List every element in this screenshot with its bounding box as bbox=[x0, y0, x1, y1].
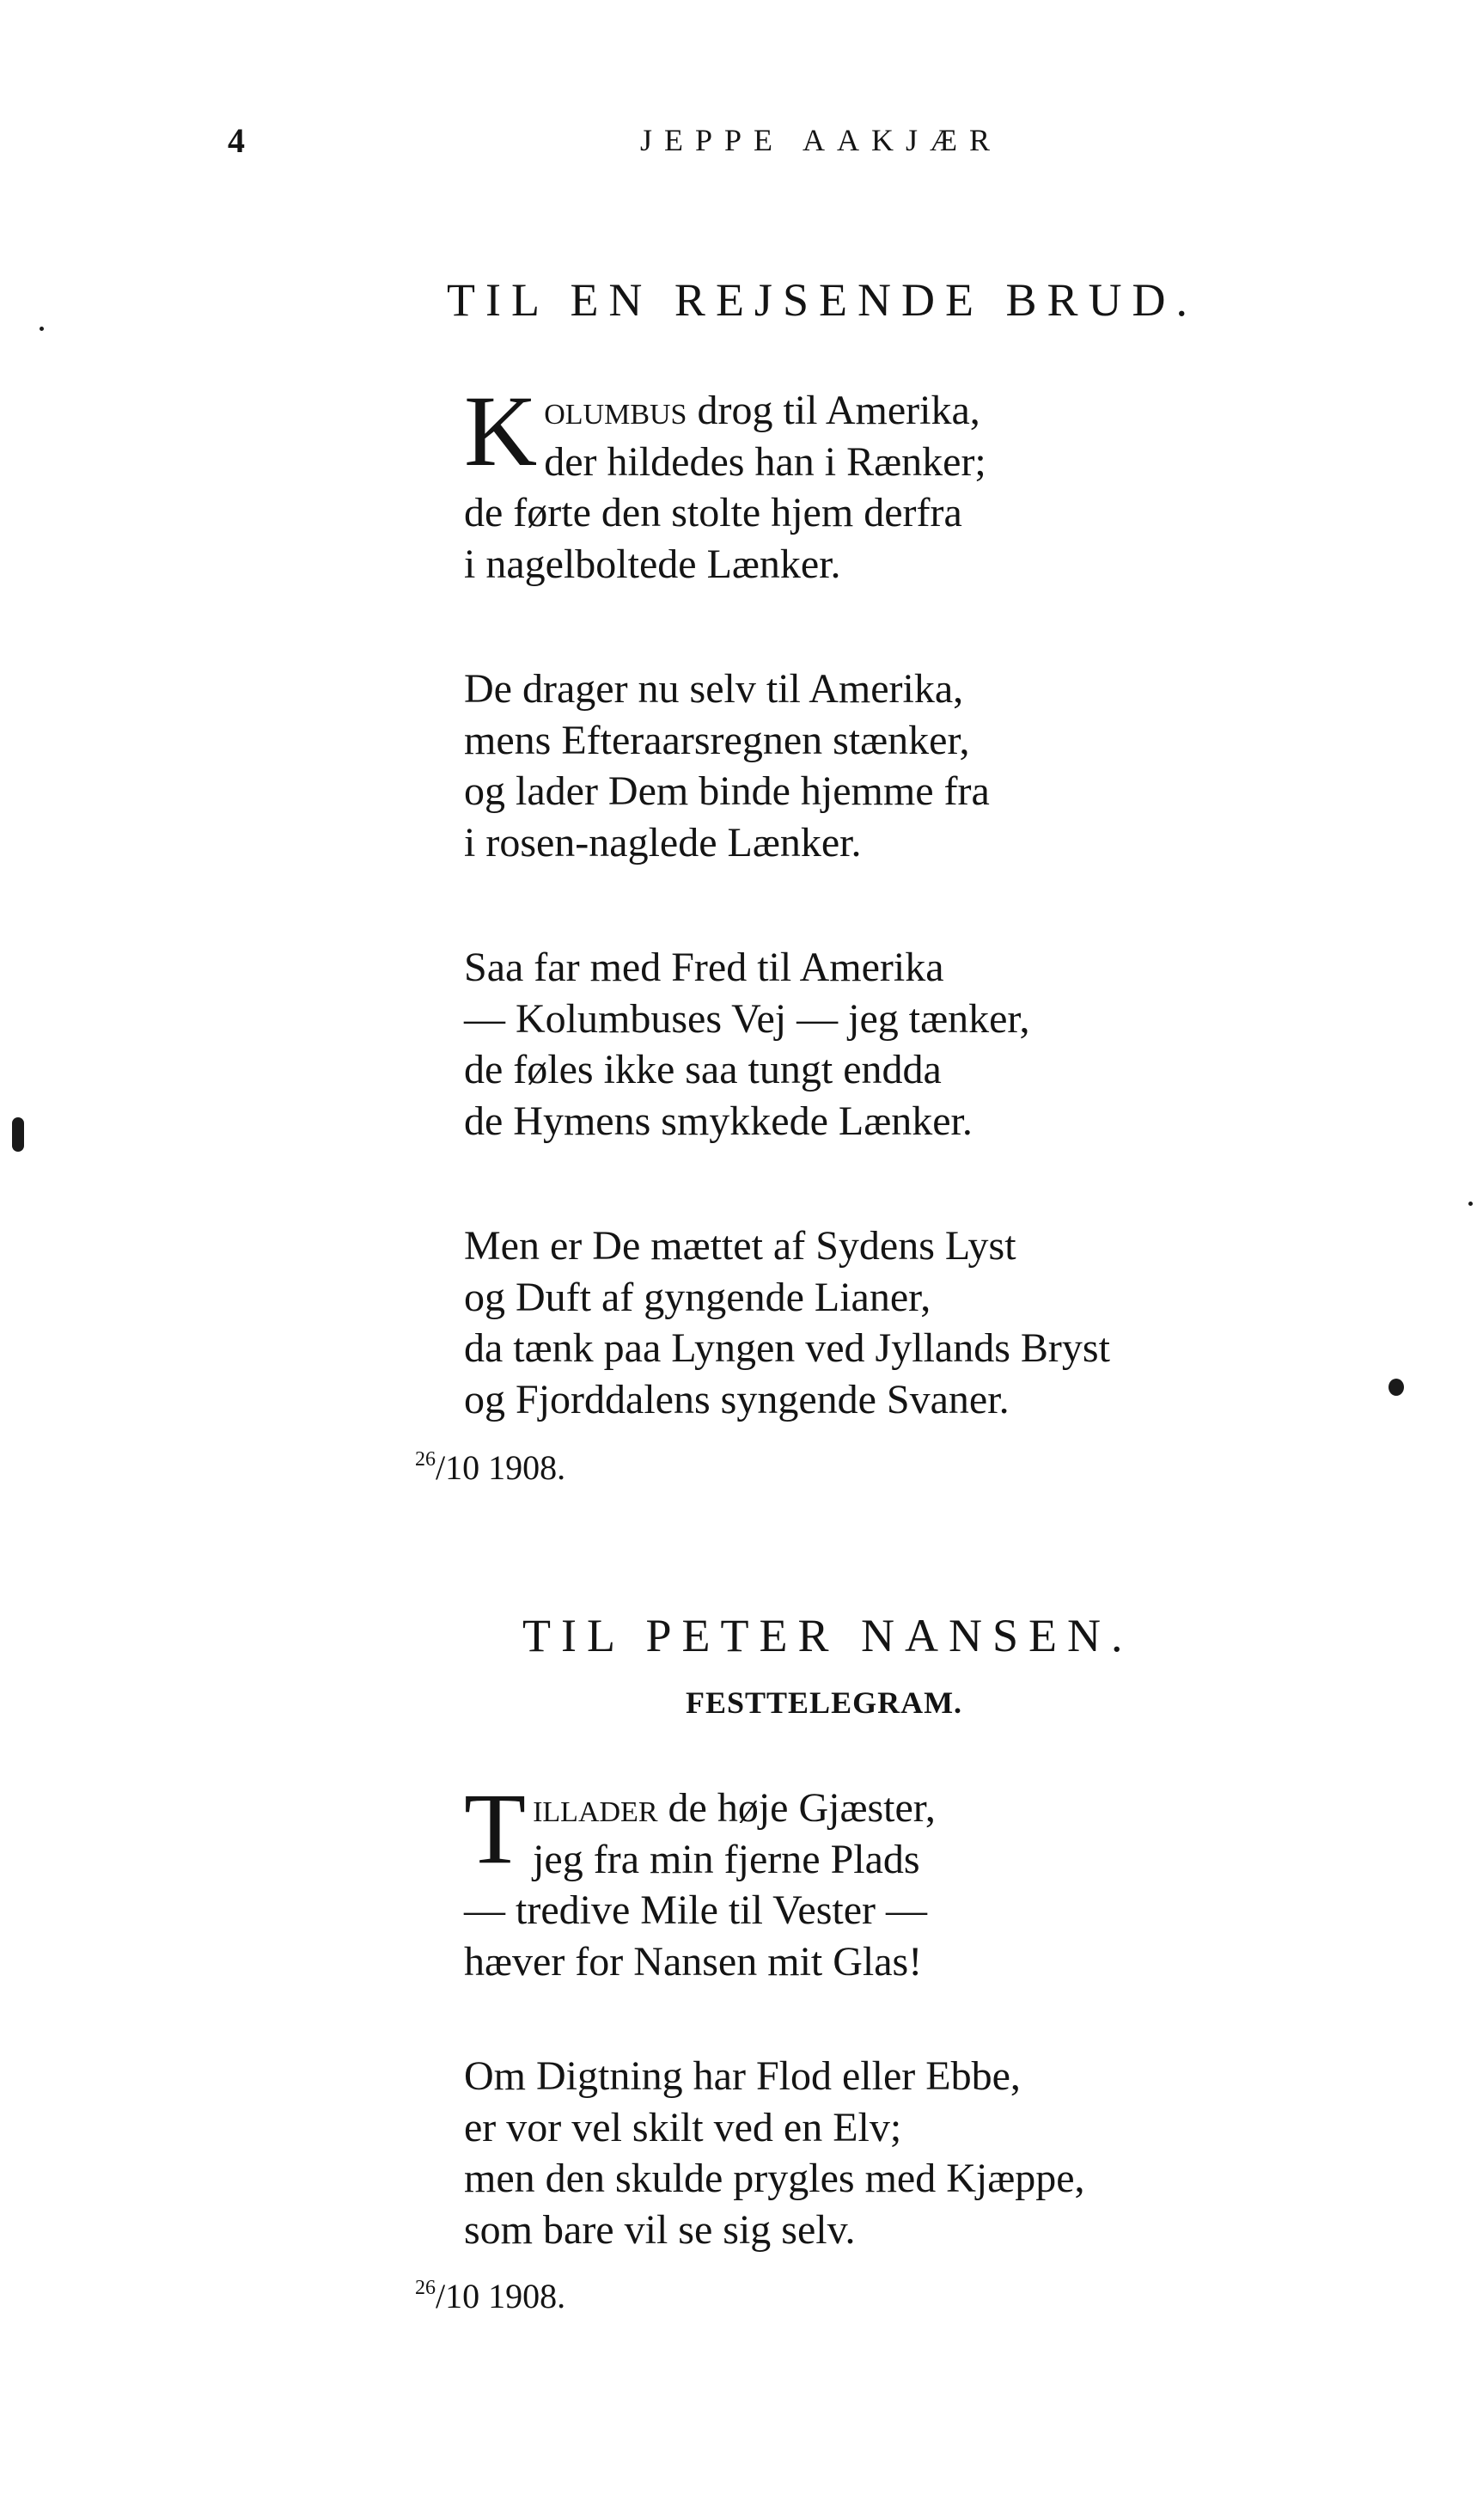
poem2-title: TIL PETER NANSEN. bbox=[522, 1610, 1133, 1661]
poem2-stanza-2 bbox=[464, 2051, 1085, 2255]
poem-line: illader de høje Gjæster, bbox=[533, 1785, 936, 1831]
poem1-stanza-4 bbox=[464, 1220, 1110, 1425]
poem1-opening bbox=[464, 375, 986, 487]
poem-line: der hildedes han i Rænker; bbox=[544, 438, 986, 485]
poem2-stanza-1 bbox=[464, 1772, 936, 1987]
scan-speck bbox=[1468, 1202, 1473, 1206]
poem-line: Om Digtning har Flod eller Ebbe, bbox=[464, 2053, 1021, 2099]
poem-line: som bare vil se sig selv. bbox=[464, 2206, 856, 2253]
poem-line: Saa far med Fred til Amerika bbox=[464, 945, 944, 990]
scan-speck bbox=[40, 327, 44, 331]
poem-line: Men er De mættet af Sydens Lyst bbox=[464, 1223, 1016, 1269]
poem1-dropcap: K bbox=[464, 375, 538, 487]
poem1-date: $^{26}$/10 1908. bbox=[415, 1448, 566, 1487]
poem-line: og lader Dem binde hjemme fra bbox=[464, 768, 990, 814]
poem1-stanza-1 bbox=[464, 375, 986, 590]
poem-line: de føles ikke saa tungt endda bbox=[464, 1047, 942, 1092]
poem-line: og Fjorddalens syngende Svaner. bbox=[464, 1376, 1010, 1422]
poem-line: olumbus drog til Amerika, bbox=[544, 388, 980, 433]
poem-line: — tredive Mile til Vester — bbox=[464, 1887, 928, 1933]
poem-line: da tænk paa Lyngen ved Jyllands Bryst bbox=[464, 1325, 1110, 1371]
poem2-opening bbox=[464, 1772, 936, 1885]
poem-line: — Kolumbuses Vej — jeg tænker, bbox=[464, 995, 1030, 1042]
page-number: 4 bbox=[228, 121, 245, 160]
poem1-title: TIL EN REJSENDE BRUD. bbox=[447, 274, 1198, 326]
running-head: JEPPE AAKJÆR bbox=[640, 123, 1003, 157]
poem-line: mens Efteraarsregnen stænker, bbox=[464, 717, 970, 763]
poem-line: men den skulde prygles med Kjæppe, bbox=[464, 2156, 1085, 2201]
poem1-opening-lines bbox=[544, 385, 986, 487]
poem1-stanza-2 bbox=[464, 664, 990, 868]
poem-line: de førte den stolte hjem derfra bbox=[464, 490, 962, 535]
poem2-date: $^{26}$/10 1908. bbox=[415, 2277, 566, 2315]
poem2-dropcap: T bbox=[464, 1772, 527, 1885]
poem-line: hæver for Nansen mit Glas! bbox=[464, 1938, 923, 1985]
scan-speck bbox=[1389, 1379, 1404, 1396]
poem-line: De drager nu selv til Amerika, bbox=[464, 666, 964, 712]
poem1-stanza-3 bbox=[464, 942, 1029, 1147]
poem1-first-word: olumbus bbox=[544, 388, 687, 433]
poem-line: i rosen-naglede Lænker. bbox=[464, 819, 862, 865]
poem-line: de Hymens smykkede Lænker. bbox=[464, 1098, 973, 1144]
poem2-subtitle: FESTTELEGRAM. bbox=[686, 1685, 963, 1720]
poem2-first-word: illader bbox=[533, 1785, 658, 1831]
poem-line: og Duft af gyngende Lianer, bbox=[464, 1274, 931, 1320]
scan-speck bbox=[12, 1117, 24, 1152]
poem-line: er vor vel skilt ved en Elv; bbox=[464, 2104, 902, 2150]
poem-line: i nagelboltede Lænker. bbox=[464, 541, 841, 587]
poem2-opening-lines bbox=[533, 1783, 936, 1885]
poem-line: jeg fra min fjerne Plads bbox=[533, 1836, 920, 1882]
